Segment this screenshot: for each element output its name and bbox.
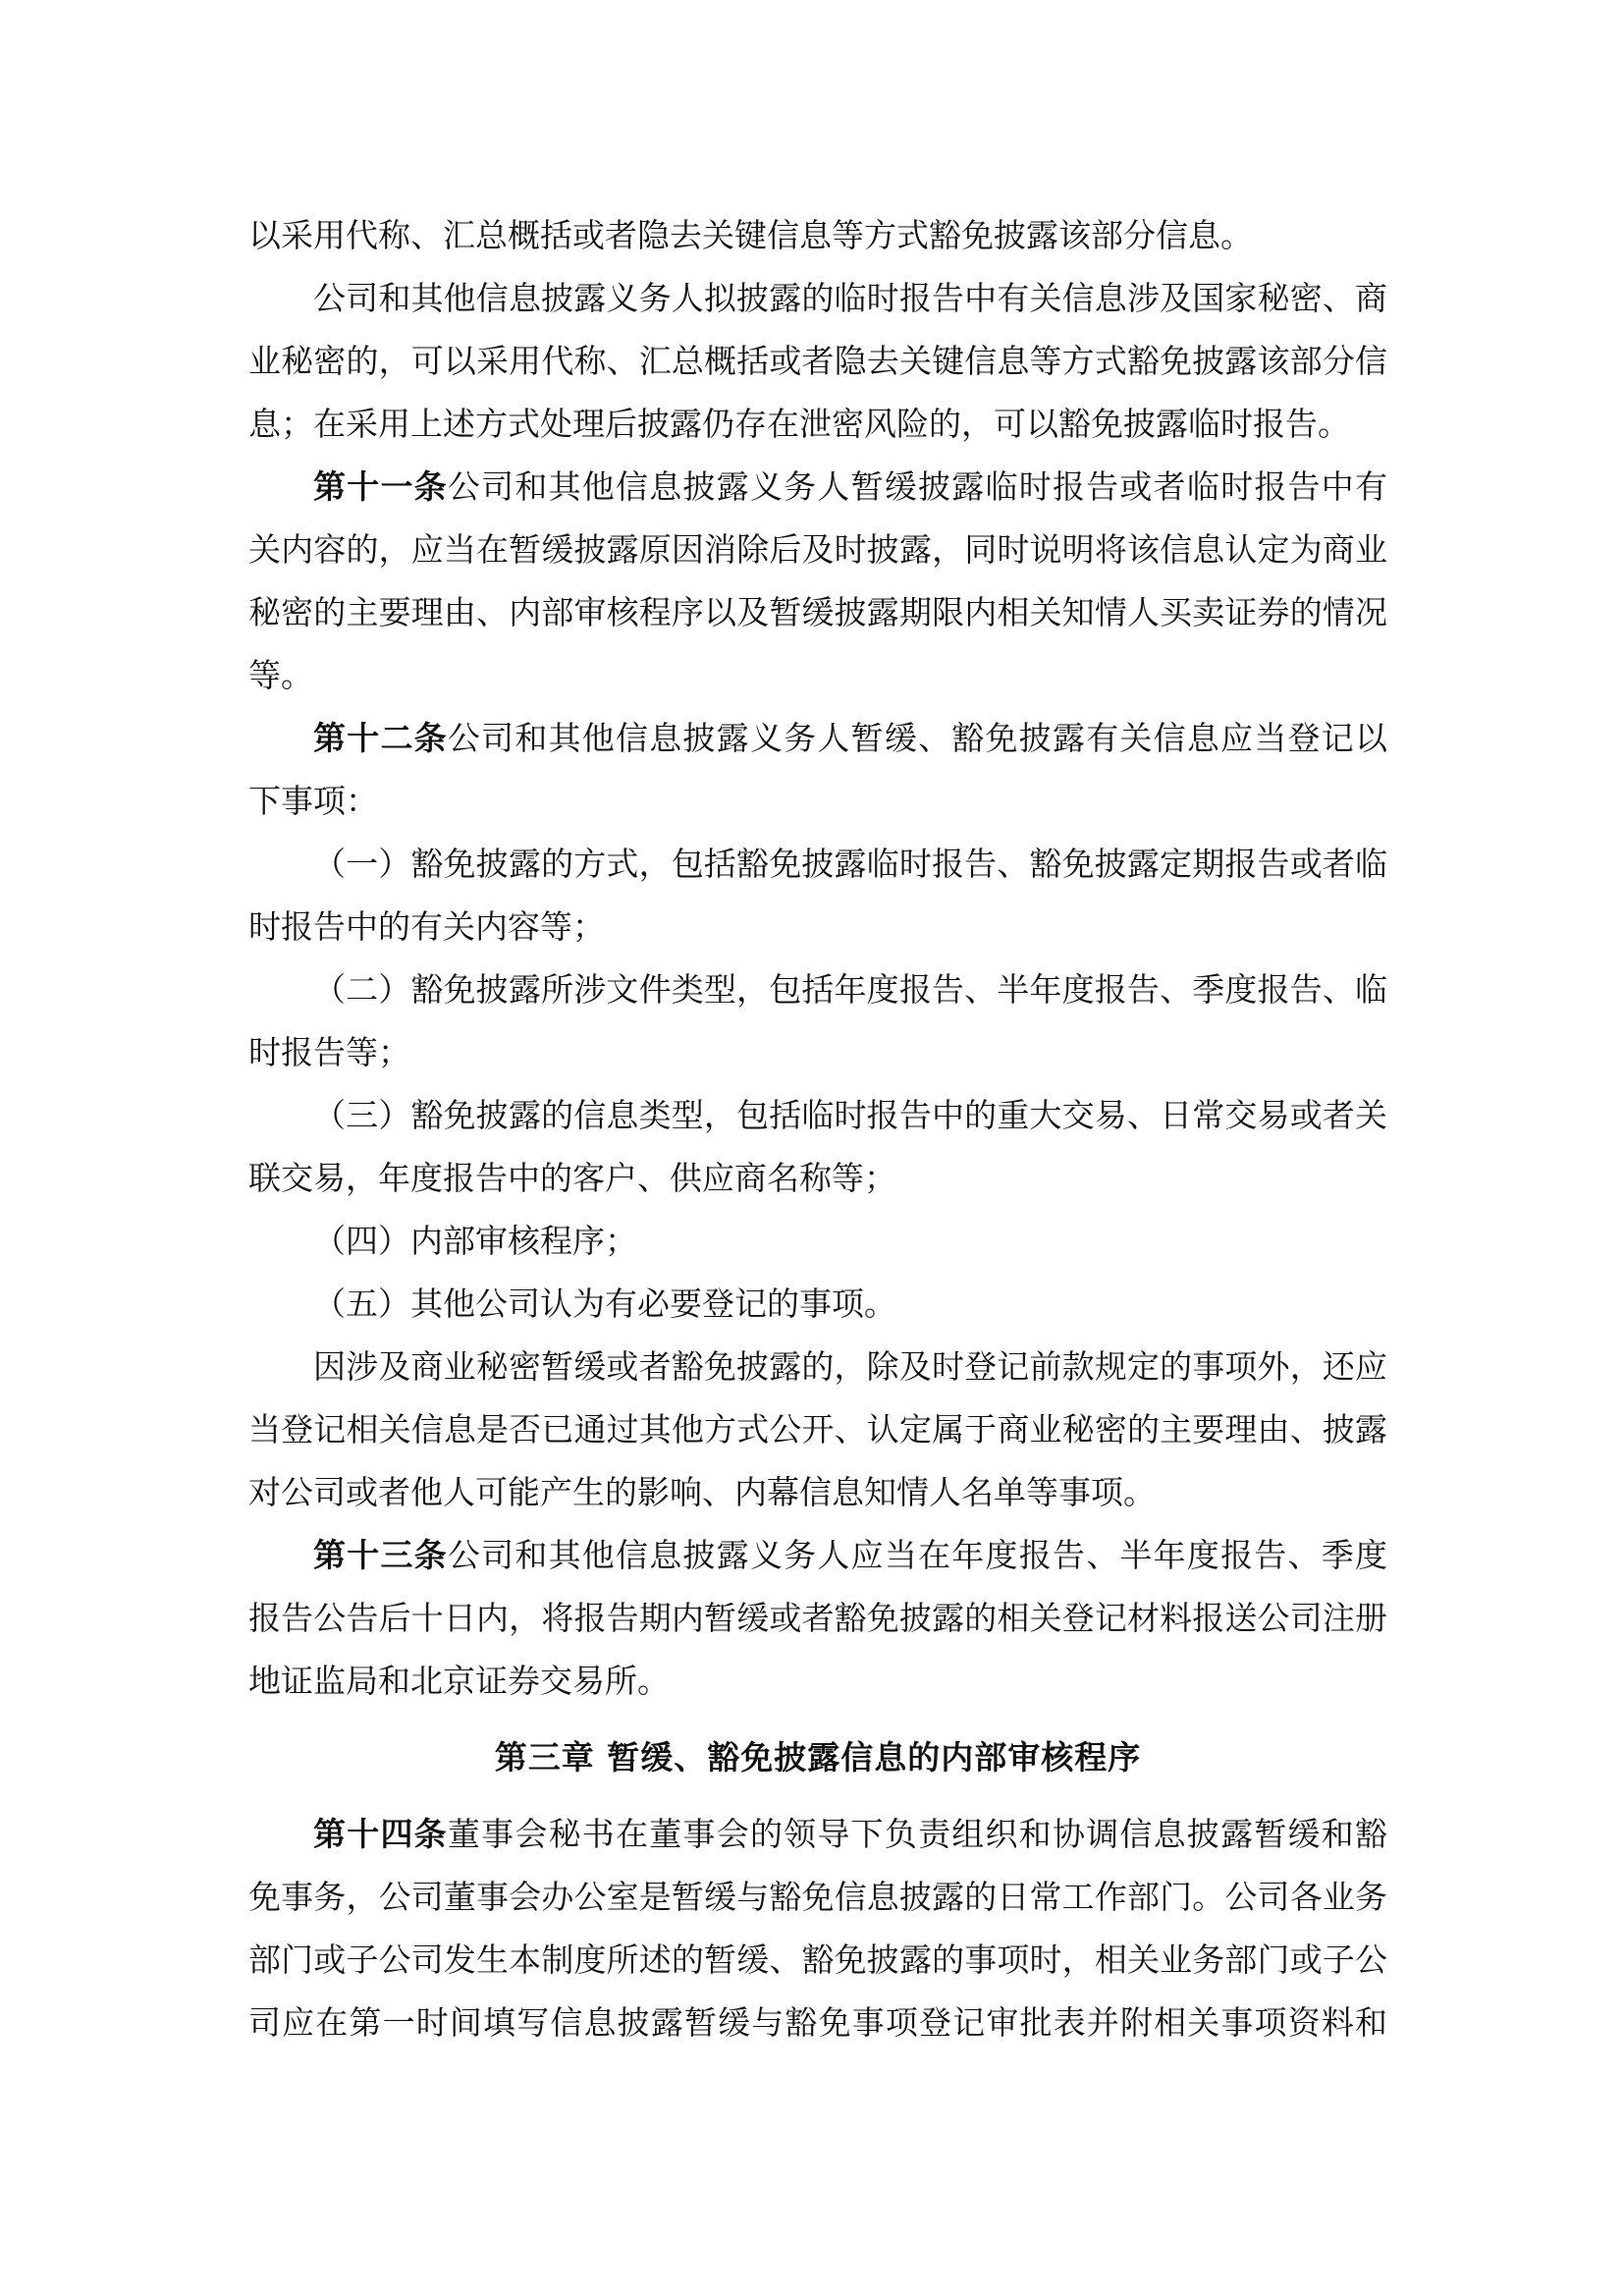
body-line: 公司和其他信息披露义务人拟披露的临时报告中有关信息涉及国家秘密、商 <box>313 279 1387 317</box>
article-number: 第十三条 <box>313 1536 448 1574</box>
article-12-line <box>248 707 1387 770</box>
body-line: 息；在采用上述方式处理后披露仍存在泄密风险的，可以豁免披露临时报告。 <box>248 405 1350 443</box>
body-line: 时报告中的有关内容等； <box>248 907 605 946</box>
body-line: 免事务，公司董事会办公室是暂缓与豁免信息披露的日常工作部门。公司各业务 <box>248 1878 1387 1916</box>
article-14-line <box>248 1803 1387 1866</box>
body-line: 等。 <box>248 656 313 694</box>
body-line: 联交易，年度报告中的客户、供应商名称等； <box>248 1159 896 1197</box>
article-13-line <box>248 1524 1387 1587</box>
body-line: 以采用代称、汇总概括或者隐去关键信息等方式豁免披露该部分信息。 <box>248 216 1253 254</box>
article-text: 董事会秘书在董事会的领导下负责组织和协调信息披露暂缓和豁 <box>447 1815 1388 1853</box>
body-line: 关内容的，应当在暂缓披露原因消除后及时披露，同时说明将该信息认定为商业 <box>248 530 1387 569</box>
list-item-5: （五）其他公司认为有必要登记的事项。 <box>313 1285 896 1323</box>
body-line: 因涉及商业秘密暂缓或者豁免披露的，除及时登记前款规定的事项外，还应 <box>313 1347 1387 1386</box>
body-line: 报告公告后十日内，将报告期内暂缓或者豁免披露的相关登记材料报送公司注册 <box>248 1599 1387 1637</box>
body-line: 下事项： <box>248 782 378 820</box>
article-text: 公司和其他信息披露义务人暂缓披露临时报告或者临时报告中有 <box>447 467 1388 506</box>
body-line: 地证监局和北京证券交易所。 <box>248 1662 670 1700</box>
list-item-3: （三）豁免披露的信息类型，包括临时报告中的重大交易、日常交易或者关 <box>313 1096 1387 1134</box>
chapter-heading: 第三章 暂缓、豁免披露信息的内部审核程序 <box>494 1738 1142 1777</box>
document-page <box>248 204 1387 2054</box>
body-line: 当登记相关信息是否已通过其他方式公开、认定属于商业秘密的主要理由、披露 <box>248 1410 1387 1449</box>
body-line: 时报告等； <box>248 1033 410 1071</box>
article-number: 第十一条 <box>313 467 448 506</box>
article-text: 公司和其他信息披露义务人应当在年度报告、半年度报告、季度 <box>447 1536 1388 1574</box>
body-line: 秘密的主要理由、内部审核程序以及暂缓披露期限内相关知情人买卖证券的情况 <box>248 593 1387 631</box>
body-line: 司应在第一时间填写信息披露暂缓与豁免事项登记审批表并附相关事项资料和 <box>248 2003 1387 2042</box>
list-item-1: （一）豁免披露的方式，包括豁免披露临时报告、豁免披露定期报告或者临 <box>313 845 1387 883</box>
body-line: 对公司或者他人可能产生的影响、内幕信息知情人名单等事项。 <box>248 1473 1156 1511</box>
body-line: 部门或子公司发生本制度所述的暂缓、豁免披露的事项时，相关业务部门或子公 <box>248 1941 1387 1979</box>
article-number: 第十四条 <box>313 1815 448 1853</box>
body-line: 业秘密的，可以采用代称、汇总概括或者隐去关键信息等方式豁免披露该部分信 <box>248 342 1387 380</box>
article-number: 第十二条 <box>313 719 448 757</box>
article-text: 公司和其他信息披露义务人暂缓、豁免披露有关信息应当登记以 <box>447 719 1388 757</box>
list-item-2: （二）豁免披露所涉文件类型，包括年度报告、半年度报告、季度报告、临 <box>313 970 1387 1009</box>
article-11-line <box>248 456 1387 519</box>
list-item-4: （四）内部审核程序； <box>313 1222 637 1260</box>
